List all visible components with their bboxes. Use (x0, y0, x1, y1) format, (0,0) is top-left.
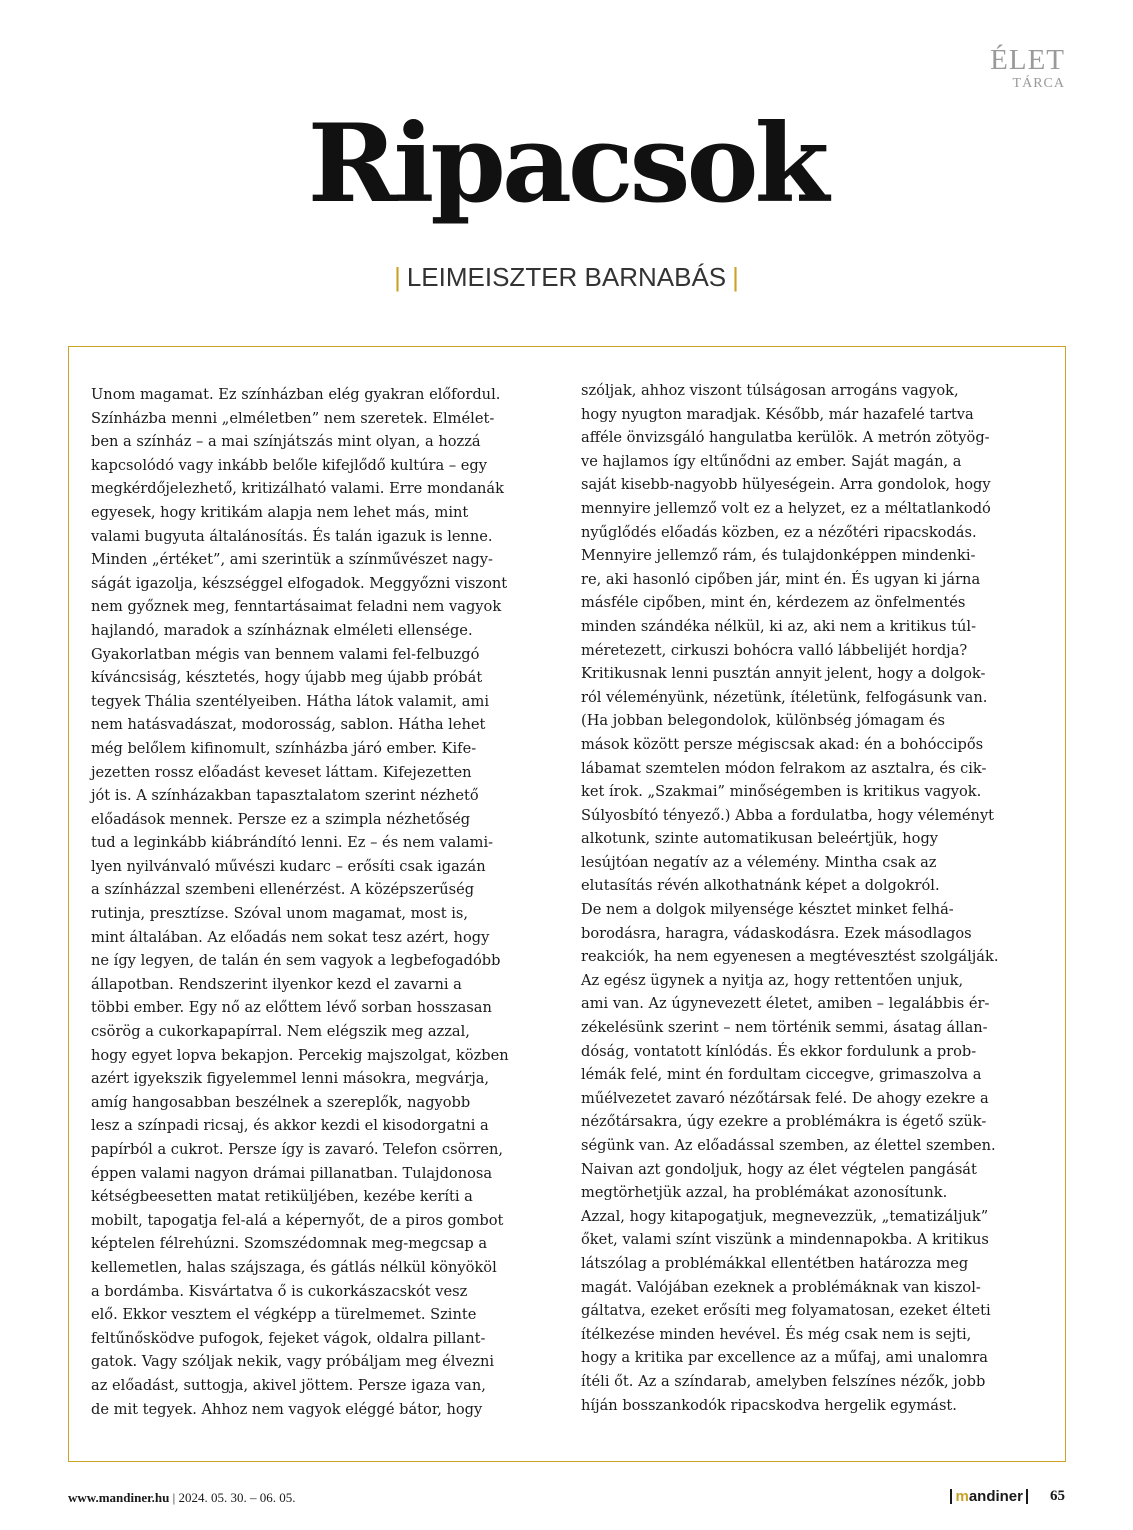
article-line: rutinja, presztízse. Szóval unom magamat, most is, (91, 905, 469, 923)
article-line: Naivan azt gondoljuk, hogy az élet végtelen pangását (581, 1160, 977, 1178)
article-line: borodásra, haragra, vádaskodásra. Ezek másodlagos (581, 924, 972, 942)
article-line: De nem a dolgok milyensége késztet minket felhá- (581, 901, 954, 919)
article-line: kíváncsiság, késztetés, hogy újabb meg újabb próbát (91, 669, 483, 687)
article-line: mobilt, tapogatja fel-alá a képernyőt, de a piros gombot (91, 1211, 504, 1229)
article-line: előadások mennek. Persze ez a szimpla nézhetőség (91, 810, 471, 828)
article-line: tud a leginkább kiábrándító lenni. Ez – és nem valami- (91, 834, 494, 852)
article-line: egyesek, hogy kritikám alapja nem lehet más, mint (91, 503, 469, 521)
article-line: Azzal, hogy kitapogatjuk, megnevezzük, „tematizáljuk” (581, 1207, 989, 1225)
logo-m: m (955, 1488, 969, 1505)
section-name: ÉLET (990, 44, 1065, 76)
page-number: 65 (1050, 1488, 1065, 1504)
byline-bar-left: | (394, 262, 401, 292)
article-line: alkotunk, szinte automatikusan beleértjük, hogy (581, 830, 939, 848)
article-line: kellemetlen, halas szájszaga, és gátlás nélkül könyököl (91, 1258, 497, 1276)
article-line: híján bosszankodók ripacskodva hergelik egymást. (581, 1396, 957, 1414)
article-line: lábamat szemtelen módon felrakom az asztalra, és cik- (581, 759, 987, 777)
article-line: megtörhetjük azzal, ha problémákat azonosítunk. (581, 1184, 948, 1202)
article-line: ságát igazolja, készséggel elfogadok. Meggyőzni viszont (91, 574, 508, 592)
footer-right (950, 1488, 1065, 1505)
article-line: valami bugyuta általánosítás. És talán igazuk is lenne. (91, 527, 493, 545)
article-line: Kritikusnak lenni pusztán annyit jelent, hogy a dolgok- (581, 665, 986, 683)
article-line: lesújtóan negatív az a vélemény. Mintha csak az (581, 853, 937, 871)
article-line: re, aki hasonló cipőben jár, mint én. És ugyan ki járna (581, 570, 981, 588)
article-line: állapotban. Rendszerint ilyenkor kezd el zavarni a (91, 975, 462, 993)
author-name: LEIMEISZTER BARNABÁS (406, 262, 727, 292)
article-line: elő. Ekkor vesztem el végképp a türelmemet. Szinte (91, 1306, 477, 1324)
article-line: jót is. A színházakban tapasztalatom szerint nézhető (91, 787, 479, 805)
article-line: méretezett, cirkuszi bohócra valló lábbelijét hordja? (581, 641, 968, 659)
author-byline (0, 262, 1133, 293)
article-line: minden szándéka nélkül, ki az, aki nem a kritikus túl- (581, 617, 977, 635)
article-line: nyűglődés előadás közben, ez a nézőtéri ripacskodás. (581, 523, 977, 541)
article-line: gatok. Vagy szóljak nekik, vagy próbáljam meg élvezni (91, 1353, 495, 1371)
article-line: szóljak, ahhoz viszont túlságosan arrogáns vagyok, (581, 382, 959, 399)
article-line: mennyire jellemző volt ez a helyzet, ez a méltatlankodó (581, 499, 991, 517)
article-line: hogy egyet lopva bekapjon. Percekig majszolgat, közben (91, 1046, 509, 1064)
article-line: látszólag a problémákkal ellentétben határozza meg (581, 1254, 969, 1272)
article-line: lémák felé, mint én fordultam ciccegve, grimaszolva a (581, 1066, 982, 1084)
footer-left (68, 1490, 296, 1506)
article-line: Unom magamat. Ez színházban elég gyakran előfordul. (91, 386, 501, 403)
mandiner-logo (950, 1489, 1028, 1504)
article-line: reakciók, ha nem egyenesen a megtévesztést szolgálják. (581, 948, 999, 966)
article-line: dóság, vontatott kínlódás. És ekkor fordulunk a prob- (581, 1042, 977, 1060)
article-line: mint általában. Az előadás nem sokat tesz azért, hogy (91, 928, 490, 946)
article-line: ítélkezése minden hevével. És még csak nem is sejti, (581, 1325, 972, 1343)
article-line: ról véleményünk, nézetünk, ítéletünk, felfogásunk van. (581, 688, 988, 706)
article-line: Színházba menni „elméletben” nem szeretek. Elmélet- (91, 409, 495, 427)
footer-date: 2024. 05. 30. – 06. 05. (178, 1490, 296, 1505)
article-line: a bordámba. Kisvártatva ő is cukorkászacskót vesz (91, 1282, 468, 1300)
article-line: nem hatásvadászat, modorosság, sablon. Hátha lehet (91, 716, 486, 734)
article-line: ítéli őt. Az a színdarab, amelyben felszínes nézők, jobb (581, 1372, 986, 1390)
article-line: zékelésünk szerint – nem történik semmi, ásatag állan- (581, 1019, 988, 1037)
article-line: a színházzal szembeni ellenérzést. A középszerűség (91, 881, 475, 899)
article-line: afféle önvizsgáló hangulatba kerülök. A metrón zötyög- (581, 429, 990, 447)
article-line: feltűnősködve pufogok, fejeket vágok, oldalra pillant- (91, 1329, 486, 1347)
section-subname: TÁRCA (1012, 76, 1065, 91)
article-line: Az egész ügynek a nyitja az, hogy rettentően unjuk, (581, 971, 964, 989)
article-line: tegyek Thália szentélyeiben. Hátha látok valamit, ami (91, 692, 490, 710)
article-line: éppen valami nagyon drámai pillanatban. Tulajdonosa (91, 1164, 493, 1182)
logo-rest: andiner (968, 1488, 1023, 1505)
article-line: saját kisebb-nagyobb hülyeségein. Arra gondolok, hogy (581, 476, 991, 494)
article-line: jezetten rossz előadást keveset láttam. Kifejezetten (91, 763, 472, 781)
article-line: műélvezetet zavaró nézőtársak felé. De ahogy ezekre a (581, 1089, 989, 1107)
article-line: gáltatva, ezeket erősíti meg folyamatosan, ezeket élteti (581, 1302, 991, 1320)
article-line: nem győznek meg, fenntartásaimat feladni nem vagyok (91, 598, 502, 616)
footer-separator: | (172, 1490, 176, 1505)
article-line: kapcsolódó vagy inkább belőle kifejlődő kultúra – egy (91, 456, 487, 474)
article-body-box (68, 346, 1066, 1462)
article-line: csörög a cukorkapapírral. Nem elégszik meg azzal, (91, 1023, 470, 1041)
article-column-right (581, 379, 1037, 1417)
article-line: papírból a cukrot. Persze így is zavaró. Telefon csörren, (91, 1141, 504, 1158)
page-footer (68, 1488, 1065, 1508)
article-line: ve hajlamos így eltűnődni az ember. Saját magán, a (581, 452, 962, 470)
article-line: hogy a kritika par excellence az a műfaj, ami unalomra (581, 1349, 988, 1367)
article-line: hajlandó, maradok a színháznak elméleti ellensége. (91, 621, 473, 639)
article-line: kétségbeesetten matat retiküljében, kezébe keríti a (91, 1188, 473, 1206)
article-line: elutasítás révén alkothatnánk képet a dolgokról. (581, 877, 940, 895)
article-line: az előadást, suttogja, akivel jöttem. Persze igaza van, (91, 1376, 486, 1394)
article-line: Gyakorlatban mégis van bennem valami fel-felbuzgó (91, 645, 480, 663)
article-line: de mit tegyek. Ahhoz nem vagyok eléggé bátor, hogy (91, 1400, 483, 1418)
article-line: ami van. Az úgynevezett életet, amiben – legalábbis ér- (581, 995, 990, 1013)
article-line: nézőtársakra, úgy ezekre a problémákra is égető szük- (581, 1113, 987, 1131)
article-line: ben a színház – a mai színjátszás mint olyan, a hozzá (91, 433, 481, 451)
article-line: képtelen félrehúzni. Szomszédomnak meg-megcsap a (91, 1235, 488, 1253)
article-line: őket, valami színt viszünk a mindennapokba. A kritikus (581, 1231, 989, 1249)
footer-url: www.mandiner.hu (68, 1490, 170, 1505)
article-line: lesz a színpadi ricsaj, és akkor kezdi el kisodorgatni a (91, 1117, 489, 1135)
article-title: Ripacsok (307, 101, 826, 227)
article-line: megkérdőjelezhető, kritizálható valami. Erre mondanák (91, 480, 504, 498)
article-line: többi ember. Egy nő az előttem lévő sorban hosszasan (91, 999, 492, 1017)
article-line: ne így legyen, de talán én sem vagyok a legbefogadóbb (91, 952, 501, 970)
article-line: másféle cipőben, mint én, kérdezem az önfelmentés (581, 594, 966, 612)
byline-bar-right: | (732, 262, 739, 292)
article-line: még belőlem kifinomult, színházba járó ember. Kife- (91, 739, 477, 757)
article-line: magát. Valójában ezeknek a problémáknak van kiszol- (581, 1278, 981, 1296)
section-label (990, 46, 1065, 91)
article-line: Mennyire jellemző rám, és tulajdonképpen mindenki- (581, 547, 976, 565)
article-line: mások között persze mégiscsak akad: én a bohóccipős (581, 735, 984, 753)
article-line: lyen nyilvánvaló művészi kudarc – erősíti csak igazán (91, 857, 486, 875)
article-column-left (91, 383, 547, 1421)
article-line: Súlyosbító tényező.) Abba a fordulatba, hogy véleményt (581, 806, 995, 824)
article-line: amíg hangosabban beszélnek a szereplők, nagyobb (91, 1093, 471, 1111)
article-line: (Ha jobban belegondolok, különbség jómagam és (581, 712, 946, 730)
article-line: hogy nyugton maradjak. Később, már hazafelé tartva (581, 405, 974, 423)
article-line: azért igyekszik figyelemmel lenni másokra, megvárja, (91, 1070, 490, 1088)
article-line: ket írok. „Szakmai” minőségemben is kritikus vagyok. (581, 783, 982, 801)
article-line: ségünk van. Az előadással szemben, az élettel szemben. (581, 1137, 996, 1154)
article-line: Minden „értéket”, ami szerintük a színművészet nagy- (91, 551, 493, 569)
